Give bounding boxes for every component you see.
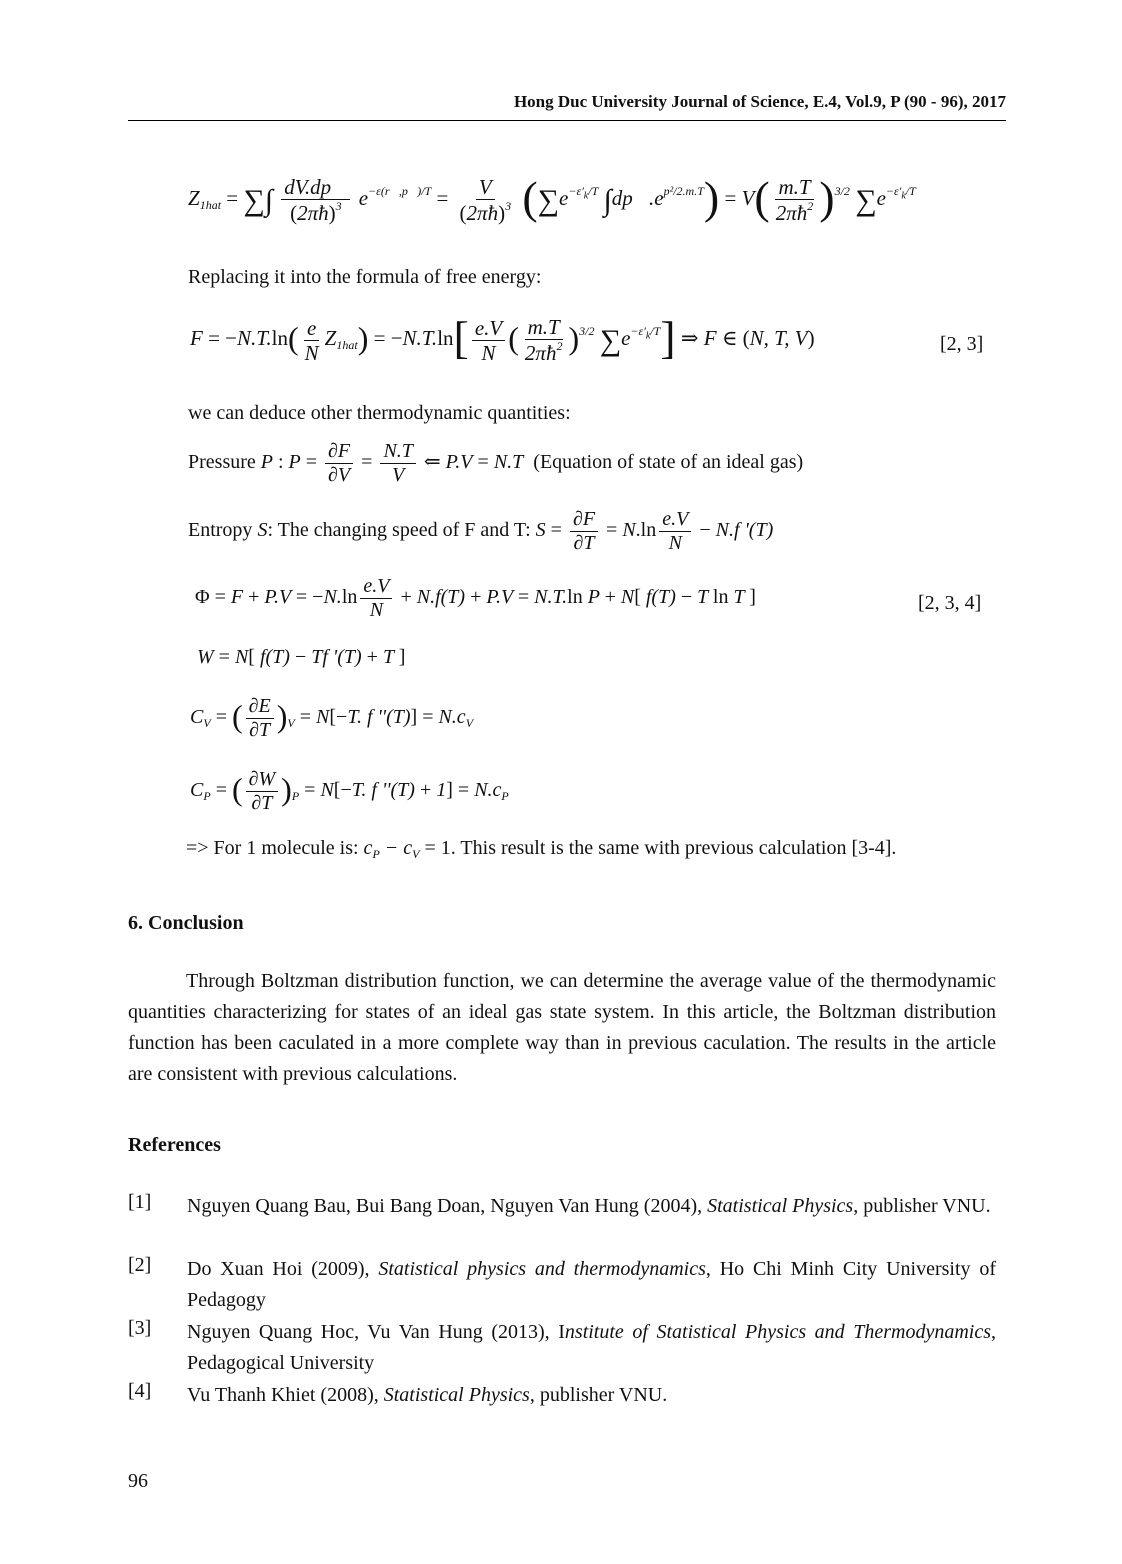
ref-number: [2] [128,1254,152,1276]
ref-free-energy: [2, 3] [940,333,984,355]
page-number: 96 [128,1470,148,1492]
ref-phi: [2, 3, 4] [918,592,982,614]
equation-cp: $C_P$ = ( $\frac{\partial W}{\partial T}$ )$_P = N[-T$. f ''$(T) + 1] = N.c_P$ [190,768,509,814]
equation-free-energy: F = −N.T.ln( $\frac{e}{N}$ $Z_{1hat}) = -N.T.\ln$[ $\frac{e.V}{N}$ ( $\frac{m.T}{2\pi ħ^2}$ )$^{3/2}$ $\sum e^{-\varepsilon'_k/T}$] ⇒ F ∈ (N, T, V) [190,312,815,366]
ref-entry: Nguyen Quang Bau, Bui Bang Doan, Nguyen Van Hung (2004), Statistical Physics, publisher VNU. [187,1195,991,1217]
deduce-text: we can deduce other thermodynamic quantities: [188,402,571,424]
pressure-note: (Equation of state of an ideal gas) [533,451,804,474]
references-heading: References [128,1134,221,1156]
entropy-label: Entropy [188,519,253,542]
ref-number: [4] [128,1380,152,1402]
entropy-desc: : The changing speed of F and T: [267,519,531,542]
equation-cv: $C_V$ = ( $\frac{\partial E}{\partial T}$ )$_V = N[-T$. f ''$(T)] = N.c_V$ [190,695,474,741]
ref-number: [3] [128,1317,152,1339]
conclusion-heading: 6. Conclusion [128,912,244,934]
equation-w: W = N[ f(T) − Tf '(T) + T ] [197,646,406,668]
pressure-label: Pressure [188,451,256,474]
ref-entry: Do Xuan Hoi (2009), Statistical physics and thermodynamics, Ho Chi Minh City University of Pedagogy [187,1258,996,1311]
entropy-line: Entropy S: The changing speed of F and T: S = $\frac{\partial F}{\partial T}$ = N.ln $\frac{e.V}{N}$ − N.f '(T) [188,508,774,554]
journal-header: Hong Duc University Journal of Science, E.4, Vol.9, P (90 - 96), 2017 [513,92,1006,111]
molecule-text: => For 1 molecule is: [186,837,359,859]
header-rule [128,120,1006,121]
conclusion-text: Through Boltzman distribution function, we can determine the average value of the thermodynamic quantities characterizing for states of an ideal gas state system. In this article, the Boltzman distribution function has been caculated in a more complete way than in previous caculation. The results in the article are consistent with previous calculations. [128,970,996,1085]
equation-z1hat: $Z_{1hat}$ = ∑∫ $\frac{dV.dp⃗}{(2\pi ħ)^3}$ $e^{-\varepsilon(r⃗,p⃗)/T}$ = $\frac{V}{(2\pi ħ)^3}$ ($\sum e^{-\varepsilon'_k/T}$ $\int dp⃗.e^{p^2/2.m.T}) = V$( $\frac{m.T}{2\pi ħ^2}$ )$^{3/2}$ $\sum e^{-\varepsilon'_k/T}$ [188,172,916,226]
ref-number: [1] [128,1191,152,1213]
replacing-text: Replacing it into the formula of free energy: [188,266,542,288]
pressure-line: Pressure P : P = $\frac{\partial F}{\partial V}$ = $\frac{N.T}{V}$ ⇐ P.V = N.T (Equation of state of an ideal gas) [188,440,804,486]
ref-entry: Vu Thanh Khiet (2008), Statistical Physics, publisher VNU. [187,1384,668,1406]
equation-phi: Φ = F + P.V = −N.ln $\frac{e.V}{N}$ + N.f(T) + P.V = N.T.ln P + N[ f(T) − T ln T ] [195,575,756,621]
molecule-line: => For 1 molecule is: $c_P - c_V = 1$. This result is the same with previous calculation [3-4]. [186,837,897,861]
ref-entry: Nguyen Quang Hoc, Vu Van Hung (2013), Institute of Statistical Physics and Thermodynamics, Pedagogical University [187,1321,996,1374]
molecule-result: . This result is the same with previous calculation [3-4]. [450,837,897,859]
